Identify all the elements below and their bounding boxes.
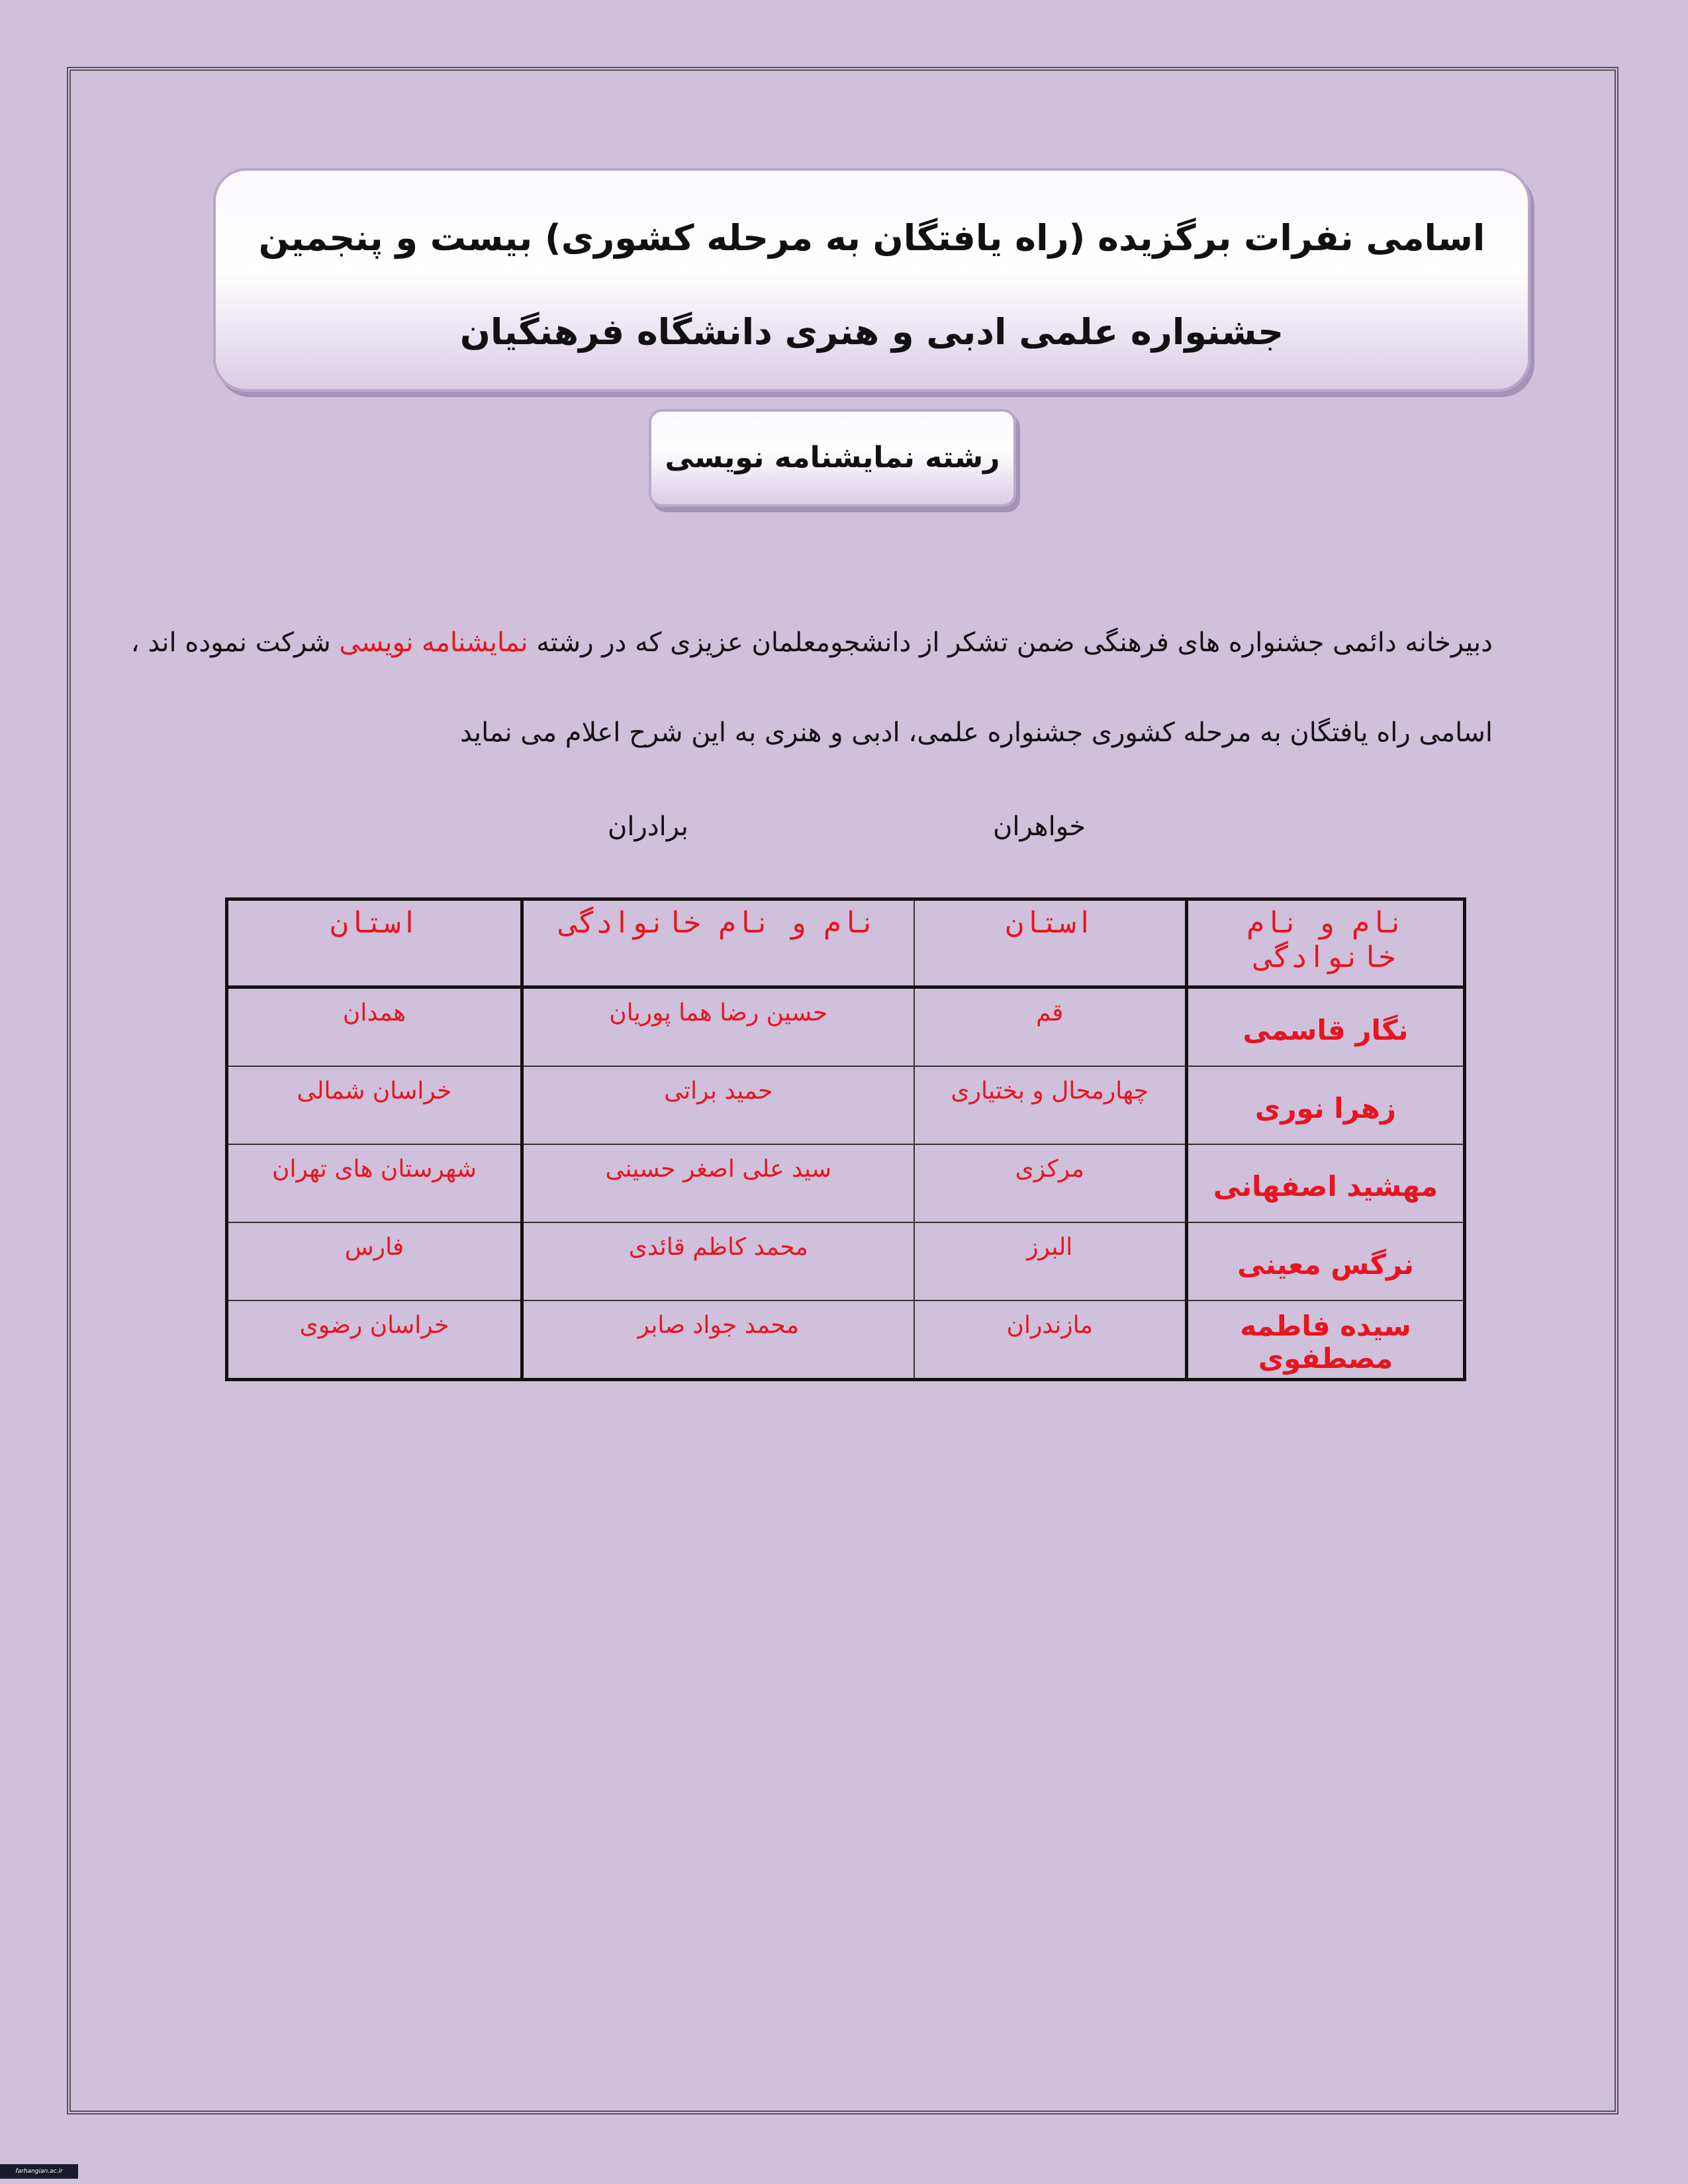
header-brother-name: نام و نام خانوادگی (522, 899, 914, 987)
sister-name-cell: زهرا نوری (1187, 1066, 1465, 1144)
intro-text-end: شرکت نموده اند ، (130, 627, 340, 658)
sister-province-cell: مرکزی (914, 1144, 1187, 1222)
table-header-row (227, 899, 1465, 987)
brother-name-cell: سید علی اصغر حسینی (522, 1144, 914, 1222)
intro-paragraph-line-1 (130, 627, 1493, 658)
brother-name-cell: محمد کاظم قائدی (522, 1222, 914, 1300)
intro-field-highlight: نمایشنامه نویسی (339, 627, 528, 658)
table-row (227, 987, 1465, 1067)
sister-province-cell: چهارمحال و بختیاری (914, 1066, 1187, 1144)
header-brother-province: استان (227, 899, 522, 987)
intro-paragraph-line-2: اسامی راه یافتگان به مرحله کشوری جشنواره علمی، ادبی و هنری به این شرح اعلام می نماید (460, 717, 1493, 748)
title-banner (213, 168, 1530, 392)
brother-province-cell: همدان (227, 987, 522, 1067)
sister-name-cell: نرگس معینی (1187, 1222, 1465, 1300)
sister-province-cell: مازندران (914, 1300, 1187, 1380)
winners-table (225, 897, 1466, 1381)
sisters-label: خواهران (993, 811, 1086, 842)
brother-province-cell: فارس (227, 1222, 522, 1300)
intro-text-start: دبیرخانه دائمی جشنواره های فرهنگی ضمن تشکر از دانشجومعلمان عزیزی که در رشته (528, 627, 1493, 658)
brother-province-cell: شهرستان های تهران (227, 1144, 522, 1222)
table-row (227, 1300, 1465, 1380)
sister-province-cell: البرز (914, 1222, 1187, 1300)
table-row (227, 1066, 1465, 1144)
brother-name-cell: حمید براتی (522, 1066, 914, 1144)
brother-province-cell: خراسان رضوی (227, 1300, 522, 1380)
title-line-1: اسامی نفرات برگزیده (راه یافتگان به مرحله کشوری) بیست و پنجمین (258, 217, 1485, 259)
footer-logo: farhangian.ac.ir (0, 2164, 78, 2179)
brother-name-cell: محمد جواد صابر (522, 1300, 914, 1380)
sister-name-cell: نگار قاسمی (1187, 987, 1465, 1067)
sister-name-cell: سیده فاطمه مصطفوی (1187, 1300, 1465, 1380)
sister-province-cell: قم (914, 987, 1187, 1067)
brothers-label: برادران (608, 811, 688, 842)
field-label: رشته نمایشنامه نویسی (649, 409, 1016, 507)
title-line-2: جشنواره علمی ادبی و هنری دانشگاه فرهنگیان (459, 311, 1284, 353)
table-row (227, 1222, 1465, 1300)
brother-province-cell: خراسان شمالی (227, 1066, 522, 1144)
sister-name-cell: مهشید اصفهانی (1187, 1144, 1465, 1222)
header-sister-province: استان (914, 899, 1187, 987)
brother-name-cell: حسین رضا هما پوریان (522, 987, 914, 1067)
header-sister-name: نام و نام خانوادگی (1187, 899, 1465, 987)
table-row (227, 1144, 1465, 1222)
